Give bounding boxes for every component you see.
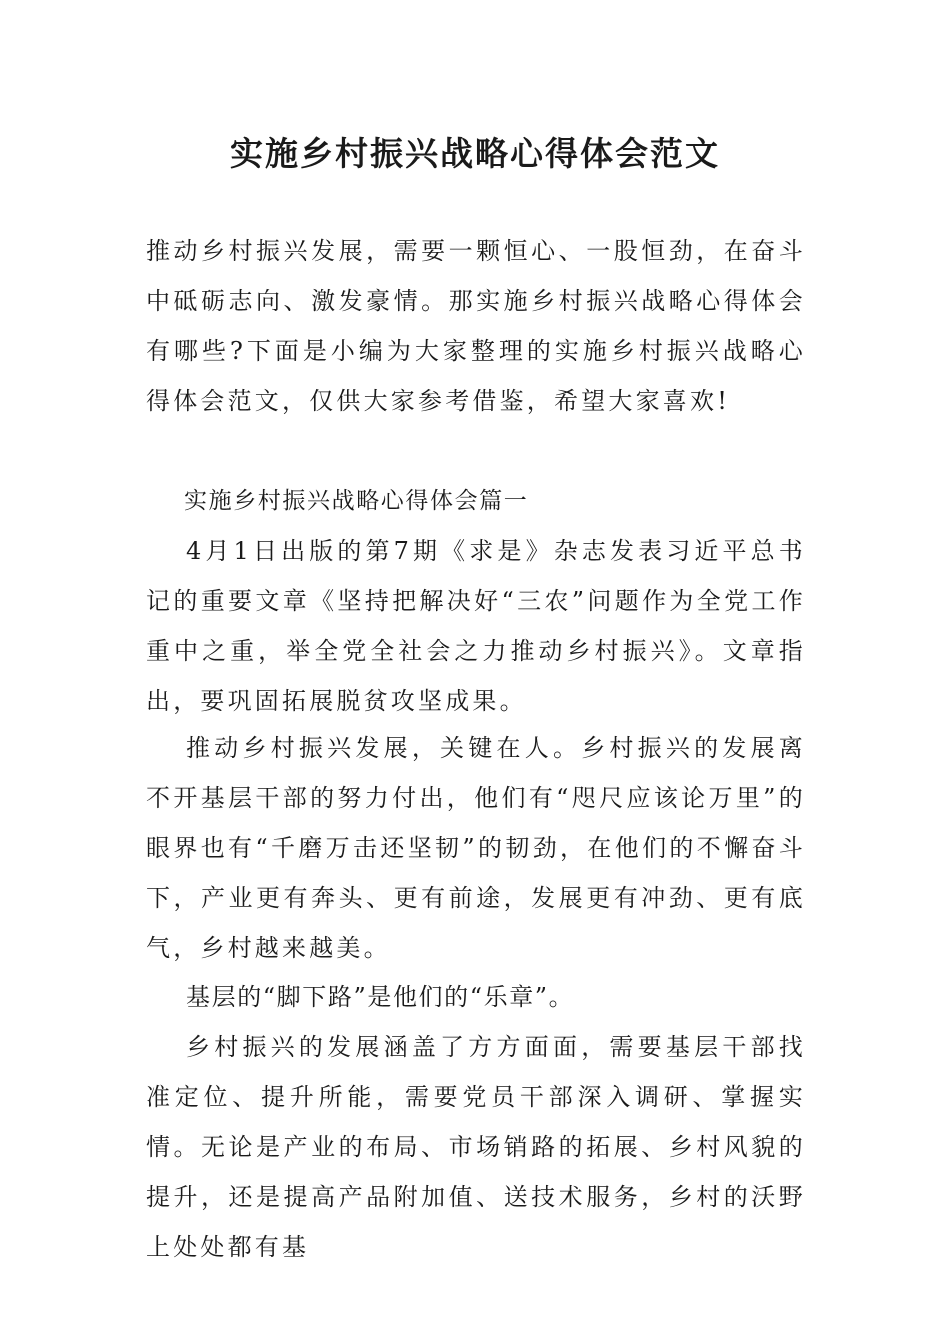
- body-paragraph: 基层的“脚下路”是他们的“乐章”。: [186, 983, 575, 1011]
- body-paragraph: 4月1日出版的第7期《求是》杂志发表习近平总书记的重要文章《坚持把解决好“三农”问题作为全党工作重中之重，举全党全社会之力推动乡村振兴》。文章指出，要巩固拓展脱贫攻坚成果。: [146, 537, 806, 715]
- body-paragraph: 乡村振兴的发展涵盖了方方面面，需要基层干部找准定位、提升所能，需要党员干部深入调研、掌握实情。无论是产业的布局、市场销路的拓展、乡村风貌的提升，还是提高产品附加值、送技术服务，乡村的沃野上处处都有基: [146, 1033, 806, 1261]
- section-title: 实施乡村振兴战略心得体会篇一: [184, 488, 529, 514]
- intro-paragraph: 推动乡村振兴发展，需要一颗恒心、一股恒劲，在奋斗中砥砺志向、激发豪情。那实施乡村振兴战略心得体会有哪些?下面是小编为大家整理的实施乡村振兴战略心得体会范文，仅供大家参考借鉴，希望大家喜欢!: [146, 237, 806, 415]
- body-paragraph: 推动乡村振兴发展，关键在人。乡村振兴的发展离不开基层干部的努力付出，他们有“咫尺应该论万里”的眼界也有“千磨万击还坚韧”的韧劲，在他们的不懈奋斗下，产业更有奔头、更有前途，发展更有冲劲、更有底气，乡村越来越美。: [146, 734, 806, 962]
- document-title: 实施乡村振兴战略心得体会范文: [230, 134, 720, 173]
